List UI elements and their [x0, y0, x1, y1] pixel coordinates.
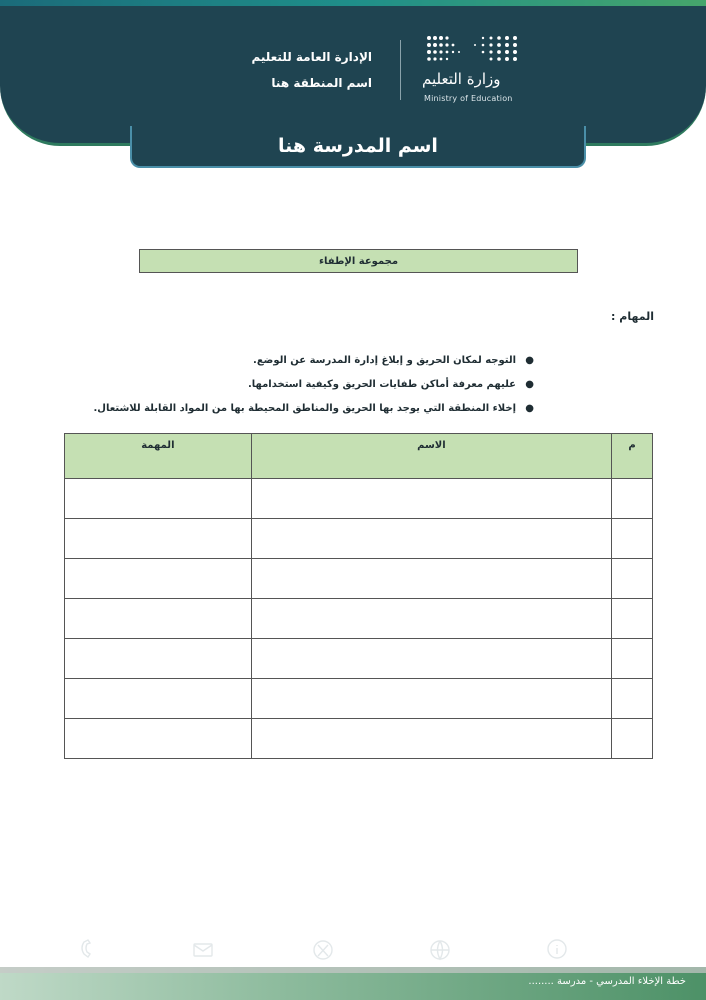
column-header-name: الاسم — [251, 434, 611, 479]
name-cell[interactable] — [251, 559, 611, 599]
bullet-icon: ● — [525, 403, 534, 414]
table-row — [65, 479, 653, 519]
column-header-number: م — [612, 434, 653, 479]
table-row — [65, 639, 653, 679]
task-cell[interactable] — [65, 679, 252, 719]
number-cell[interactable] — [612, 719, 653, 759]
task-item — [93, 349, 534, 373]
tasks-heading: المهام : — [611, 310, 654, 323]
name-cell[interactable] — [251, 679, 611, 719]
header-divider — [400, 40, 401, 100]
general-administration: الإدارة العامة للتعليم — [251, 50, 372, 64]
number-cell[interactable] — [612, 479, 653, 519]
group-title: مجموعة الإطفاء — [318, 255, 399, 267]
table-row — [65, 599, 653, 639]
school-name: اسم المدرسة هنا — [278, 135, 438, 157]
name-cell[interactable] — [251, 639, 611, 679]
task-item — [93, 373, 534, 397]
bullet-icon: ● — [525, 379, 534, 390]
table-row — [65, 679, 653, 719]
ministry-logo-icon — [425, 34, 521, 64]
page-header — [0, 0, 706, 146]
school-name-banner — [130, 126, 586, 168]
column-header-task: المهمة — [65, 434, 252, 479]
table-row — [65, 519, 653, 559]
mail-icon — [194, 944, 212, 956]
number-cell[interactable] — [612, 679, 653, 719]
table-row — [65, 559, 653, 599]
task-cell[interactable] — [65, 479, 252, 519]
header-stripe — [0, 0, 706, 6]
task-cell[interactable] — [65, 599, 252, 639]
footer-strip — [0, 967, 706, 973]
number-cell[interactable] — [612, 599, 653, 639]
ministry-name-ar: وزارة التعليم — [422, 70, 501, 88]
task-text: إخلاء المنطقة التي يوجد بها الحريق والمناطق المحيطة بها من المواد القابلة للاشتعال. — [93, 403, 516, 414]
name-cell[interactable] — [251, 519, 611, 559]
bullet-icon: ● — [525, 355, 534, 366]
task-text: التوجه لمكان الحريق و إبلاغ إدارة المدرسة عن الوضع. — [253, 355, 516, 366]
number-cell[interactable] — [612, 559, 653, 599]
number-cell[interactable] — [612, 519, 653, 559]
number-cell[interactable] — [612, 639, 653, 679]
footer-icons — [70, 936, 590, 962]
name-cell[interactable] — [251, 599, 611, 639]
members-table — [64, 433, 653, 759]
task-text: عليهم معرفة أماكن طفايات الحريق وكيفية استخدامها. — [247, 379, 516, 390]
name-cell[interactable] — [251, 479, 611, 519]
name-cell[interactable] — [251, 719, 611, 759]
ministry-name-en: Ministry of Education — [424, 94, 513, 103]
task-cell[interactable] — [65, 559, 252, 599]
task-cell[interactable] — [65, 639, 252, 679]
table-row — [65, 719, 653, 759]
task-cell[interactable] — [65, 519, 252, 559]
group-title-box — [139, 249, 578, 273]
region-name: اسم المنطقة هنا — [271, 76, 372, 90]
table-header-row — [65, 434, 653, 479]
phone-icon — [82, 940, 90, 957]
task-cell[interactable] — [65, 719, 252, 759]
task-item — [93, 397, 534, 421]
footer-text: خطة الإخلاء المدرسي - مدرسة ........ — [528, 976, 686, 987]
tasks-list — [93, 349, 534, 421]
